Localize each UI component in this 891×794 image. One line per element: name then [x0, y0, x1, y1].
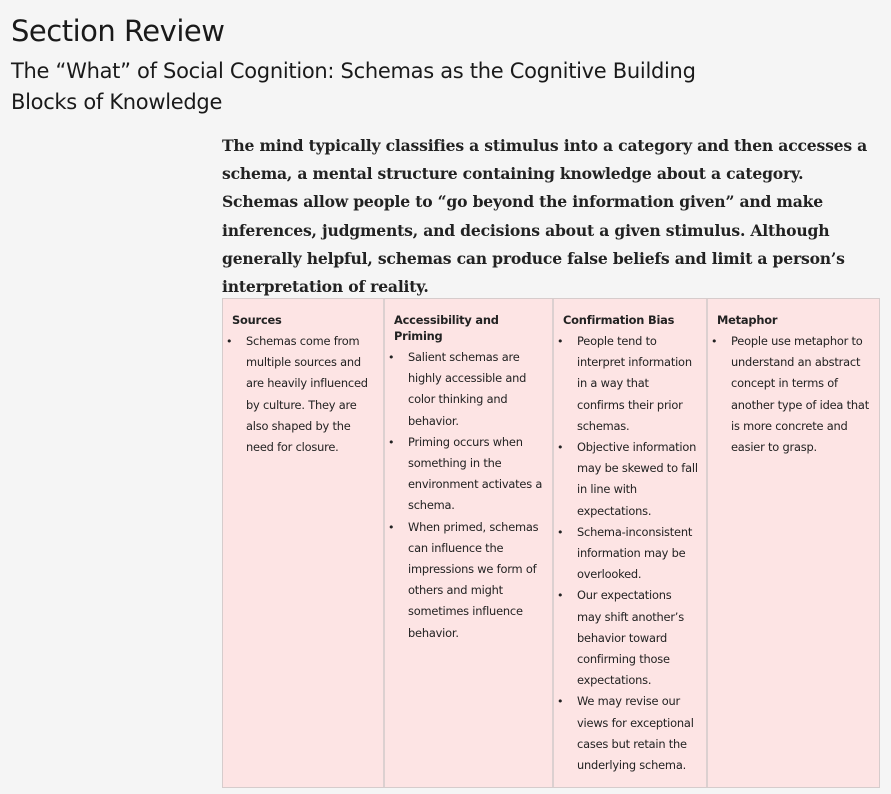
- column-confirmation-bias: [554, 299, 708, 787]
- bullet-list: [394, 347, 544, 644]
- column-heading: Confirmation Bias: [563, 313, 675, 327]
- list-item: • People tend to interpret information in a way that confirms their prior schemas.: [563, 331, 698, 437]
- section-subtitle: The “What” of Social Cognition: Schemas as the Cognitive Building Blocks of Knowledge: [11, 59, 696, 114]
- column-heading: Metaphor: [717, 313, 778, 327]
- list-item: • Priming occurs when something in the environment activates a schema.: [394, 432, 544, 517]
- bullet-list: [232, 331, 375, 458]
- list-item: • Salient schemas are highly accessible and color thinking and behavior.: [394, 347, 544, 432]
- bullet-list: [717, 331, 871, 458]
- list-item: • We may revise our views for exceptional cases but retain the underlying schema.: [563, 691, 698, 776]
- list-item: • When primed, schemas can influence the impressions we form of others and might sometimes influence behavior.: [394, 517, 544, 644]
- section-title: Section Review: [11, 14, 225, 48]
- list-item: • Schema-inconsistent information may be overlooked.: [563, 522, 698, 586]
- list-item: • Our expectations may shift another’s behavior toward confirming those expectations.: [563, 585, 698, 691]
- list-item: • People use metaphor to understand an abstract concept in terms of another type of idea that is more concrete and easier to grasp.: [717, 331, 871, 458]
- bullet-list: [563, 331, 698, 776]
- summary-paragraph: The mind typically classifies a stimulus into a category and then accesses a schema, a mental structure containing knowledge about a category. Schemas allow people to “go beyond the information given” and make inferences, judgments, and decisions about a given stimulus. Although generally helpful, schemas can produce false beliefs and limit a person’s interpretation of reality.: [222, 136, 868, 297]
- column-heading: Sources: [232, 313, 282, 327]
- list-item: • Objective information may be skewed to fall in line with expectations.: [563, 437, 698, 522]
- list-item: • Schemas come from multiple sources and are heavily influenced by culture. They are also shaped by the need for closure.: [232, 331, 375, 458]
- review-table: [222, 298, 880, 788]
- column-heading: Accessibility and Priming: [394, 313, 499, 343]
- column-metaphor: [708, 299, 879, 787]
- column-sources: [223, 299, 385, 787]
- column-accessibility-priming: [385, 299, 554, 787]
